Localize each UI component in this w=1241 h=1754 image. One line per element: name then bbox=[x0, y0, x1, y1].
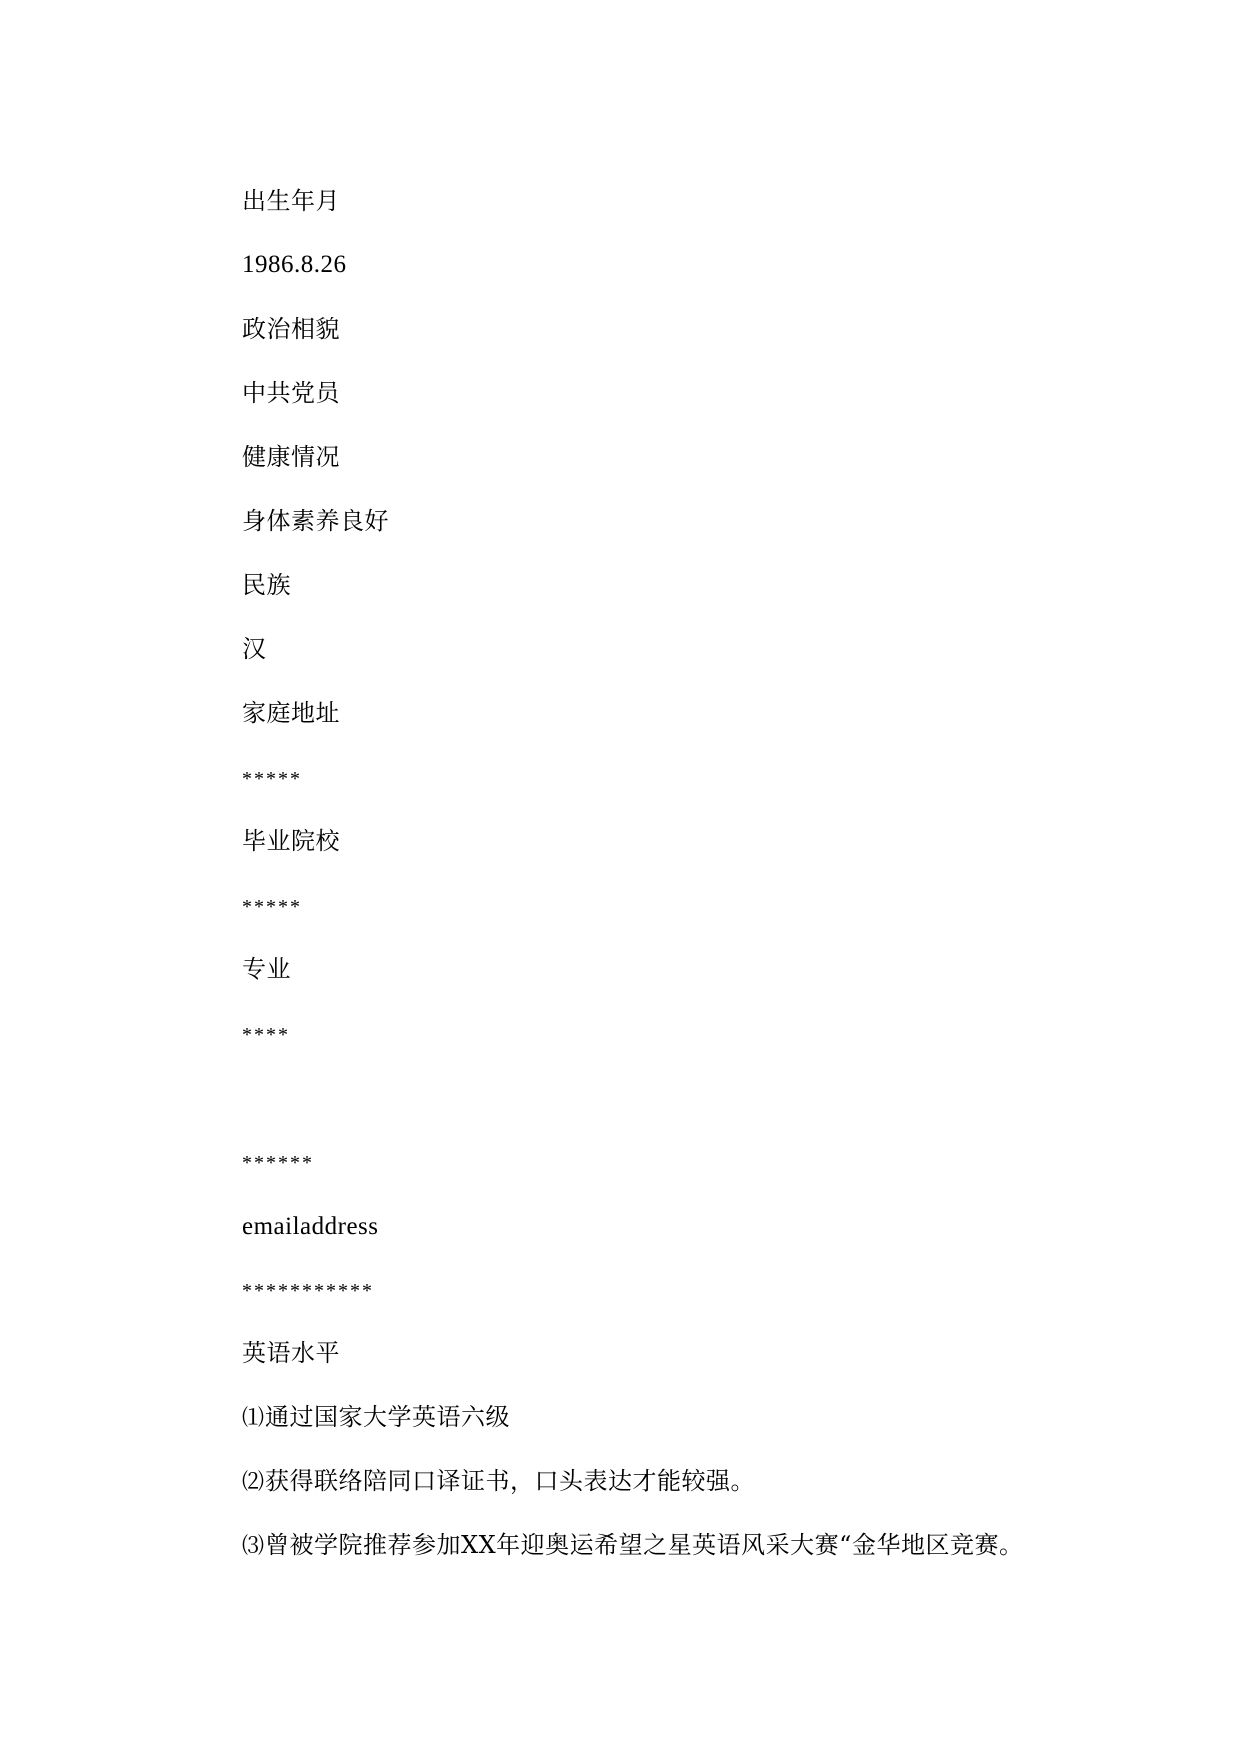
health-value: 身体素养良好 bbox=[242, 507, 389, 535]
english-item-1 bbox=[242, 1402, 510, 1434]
ethnicity-value: 汉 bbox=[242, 635, 267, 663]
email-value: *********** bbox=[242, 1280, 374, 1302]
school-label: 毕业院校 bbox=[242, 827, 340, 855]
english-item-2 bbox=[242, 1466, 755, 1498]
english-item-3 bbox=[242, 1530, 1023, 1562]
major-value: **** bbox=[242, 1024, 290, 1046]
english-level-label: 英语水平 bbox=[242, 1339, 340, 1367]
political-status-value: 中共党员 bbox=[242, 379, 340, 407]
major-label: 专业 bbox=[242, 955, 291, 983]
phone-value: ****** bbox=[242, 1152, 314, 1174]
list-item-text: 曾被学院推荐参加XX年迎奥运希望之星英语风采大赛“金华地区竞赛。 bbox=[265, 1531, 1024, 1559]
school-value: ***** bbox=[242, 896, 302, 918]
list-number: ⑴ bbox=[242, 1406, 265, 1431]
birth-date-value: 1986.8.26 bbox=[242, 251, 347, 278]
political-status-label: 政治相貌 bbox=[242, 315, 340, 343]
list-number: ⑵ bbox=[242, 1470, 265, 1495]
list-item-text: 获得联络陪同口译证书，口头表达才能较强。 bbox=[265, 1467, 756, 1495]
home-address-value: ***** bbox=[242, 768, 302, 790]
list-item-text: 通过国家大学英语六级 bbox=[265, 1403, 511, 1431]
list-number: ⑶ bbox=[242, 1534, 265, 1559]
ethnicity-label: 民族 bbox=[242, 571, 291, 599]
home-address-label: 家庭地址 bbox=[242, 699, 340, 727]
email-label: emailaddress bbox=[242, 1213, 379, 1240]
birth-date-label: 出生年月 bbox=[242, 187, 340, 215]
health-label: 健康情况 bbox=[242, 443, 340, 471]
